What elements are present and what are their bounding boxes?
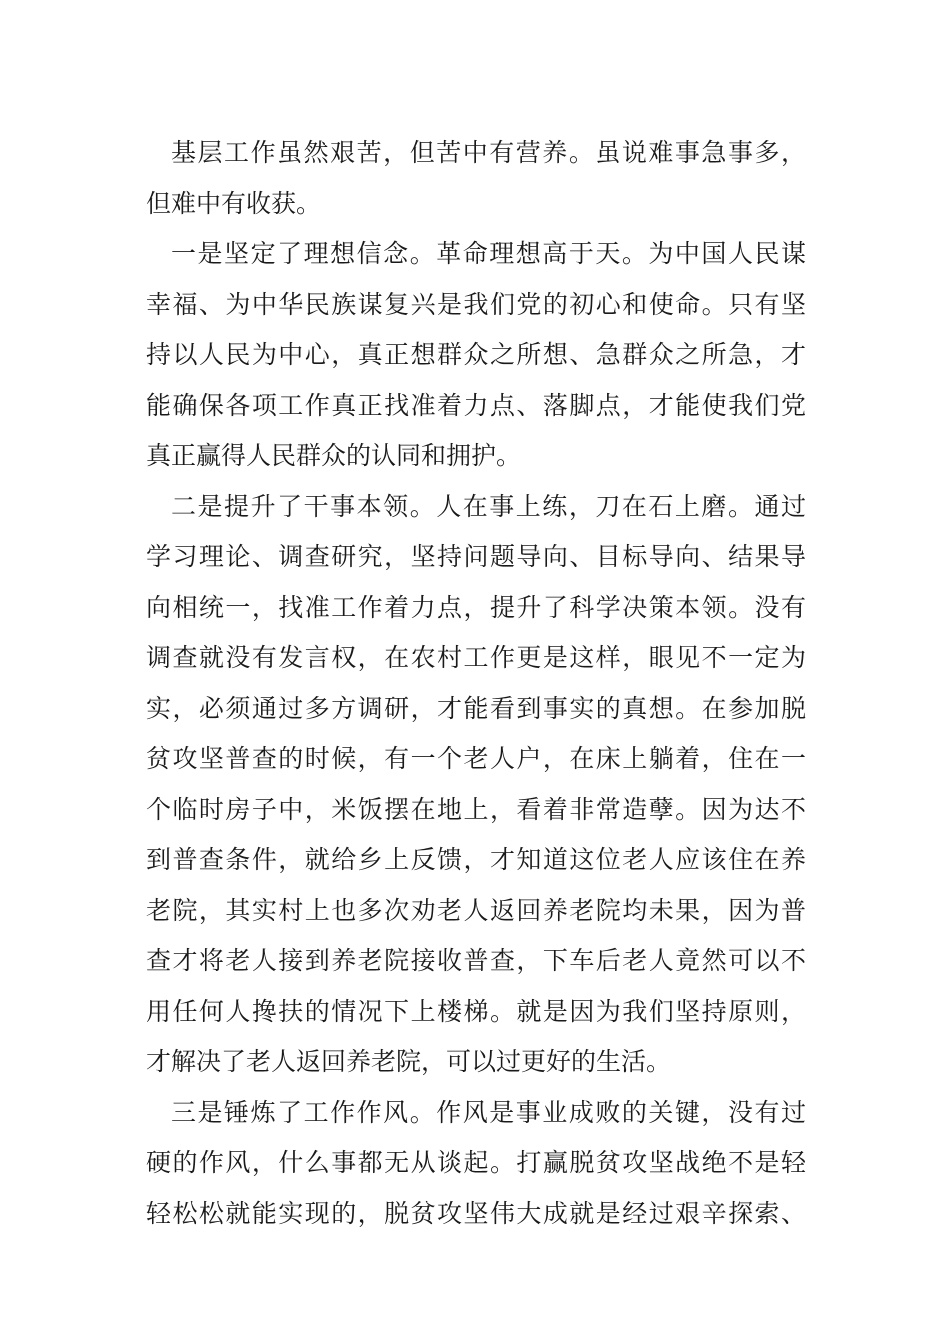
text-line: 查才将老人接到养老院接收普查，下车后老人竟然可以不 [146, 946, 806, 975]
text-line: 真正赢得人民群众的认同和拥护。 [146, 441, 522, 470]
text-line: 调查就没有发言权，在农村工作更是这样，眼见不一定为 [146, 643, 806, 672]
text-line: 贫攻坚普查的时候，有一个老人户，在床上躺着，住在一 [146, 744, 806, 773]
paragraph-skills [146, 482, 806, 1088]
text-line: 一是坚定了理想信念。革命理想高于天。为中国人民谋 [171, 239, 806, 268]
text-line: 用任何人搀扶的情况下上楼梯。就是因为我们坚持原则， [146, 996, 806, 1026]
text-line: 才解决了老人返回养老院，可以过更好的生活。 [146, 1047, 672, 1076]
text-line: 二是提升了干事本领。人在事上练，刀在石上磨。通过 [171, 491, 806, 521]
text-line: 硬的作风，什么事都无从谈起。打赢脱贫攻坚战绝不是轻 [146, 1148, 806, 1177]
paragraph-intro [146, 128, 806, 229]
paragraph-ideals [146, 229, 806, 482]
text-line: 三是锤炼了工作作风。作风是事业成败的关键，没有过 [171, 1097, 806, 1127]
document-page [146, 128, 806, 1239]
text-line: 幸福、为中华民族谋复兴是我们党的初心和使命。只有坚 [146, 289, 806, 319]
text-line: 个临时房子中，米饭摆在地上，看着非常造孽。因为达不 [146, 794, 806, 824]
text-line: 但难中有收获。 [146, 188, 322, 218]
text-line: 实，必须通过多方调研，才能看到事实的真想。在参加脱 [146, 693, 806, 723]
text-line: 向相统一，找准工作着力点，提升了科学决策本领。没有 [146, 592, 806, 622]
text-line: 到普查条件，就给乡上反馈，才知道这位老人应该住在养 [146, 845, 806, 874]
text-line: 能确保各项工作真正找准着力点、落脚点，才能使我们党 [146, 390, 806, 420]
text-line: 学习理论、调查研究，坚持问题导向、目标导向、结果导 [146, 542, 806, 571]
text-line: 持以人民为中心，真正想群众之所想、急群众之所急，才 [146, 340, 806, 369]
text-line: 基层工作虽然艰苦，但苦中有营养。虽说难事急事多， [171, 138, 806, 167]
text-line: 老院，其实村上也多次劝老人返回养老院均未果，因为普 [146, 895, 806, 925]
text-line: 轻松松就能实现的，脱贫攻坚伟大成就是经过艰辛探索、 [146, 1198, 806, 1228]
paragraph-style [146, 1088, 806, 1240]
